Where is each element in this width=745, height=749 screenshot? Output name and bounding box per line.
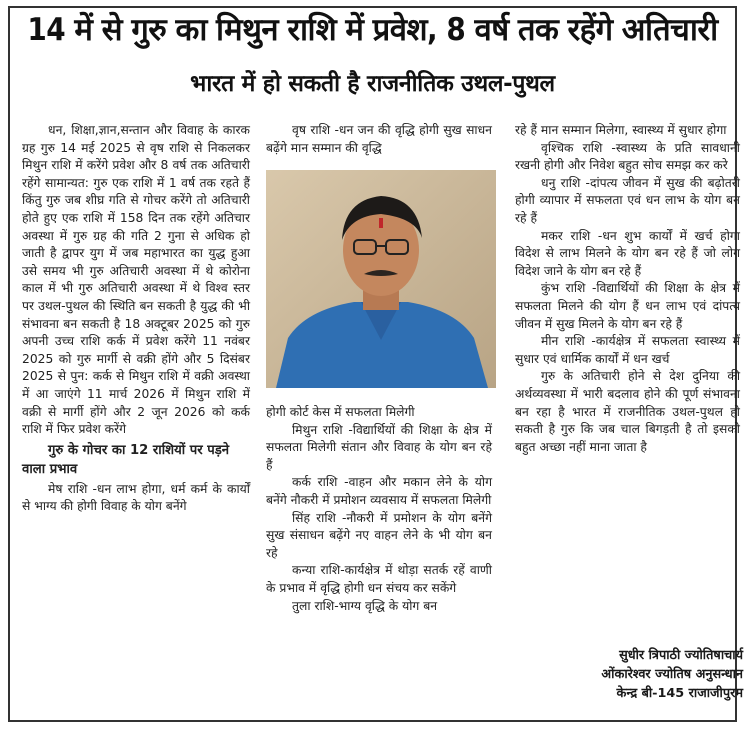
article-paragraph: धनु राशि -दांपत्य जीवन में सुख की बढ़ोतरी होगी व्यापार में सफलता एवं धन लाभ के योग बन रहे हैं — [515, 175, 740, 225]
article-paragraph: तुला राशि-भाग्य वृद्धि के योग बन — [292, 598, 438, 613]
article-column-1 — [22, 122, 250, 516]
article-paragraph: कन्या राशि-कार्यक्षेत्र में थोड़ा सतर्क रहें वाणी के प्रभाव में वृद्धि होगी धन संचय कर सकेंगे — [266, 563, 492, 595]
author-photo — [266, 170, 496, 388]
article-paragraph: होगी कोर्ट केस में सफलता मिलेगी — [266, 405, 415, 419]
article-paragraph: मीन राशि -कार्यक्षेत्र में सफलता स्वास्थ्य में सुधार एवं धार्मिक कार्यों में धन खर्च — [515, 334, 740, 366]
article-paragraph: मकर राशि -धन शुभ कार्यों में खर्च होगा विदेश से लाभ मिलने के योग बन रहे हैं जो लोग विदेश जाने के योग बन रहे हैं — [515, 228, 740, 278]
article-column-2 — [266, 122, 492, 157]
author-name: सुधीर त्रिपाठी ज्योतिषाचार्य — [619, 648, 743, 663]
section-heading: गुरु के गोचर का 12 राशियों पर पड़ने वाला प्रभाव — [22, 442, 230, 477]
article-paragraph: सिंह राशि -नौकरी में प्रमोशन के योग बनेंगे सुख संसाधन बढ़ेंगे नए वाहन लेने के भी योग बन रहे — [266, 510, 492, 560]
article-paragraph: मिथुन राशि -विद्यार्थियों की शिक्षा के क्षेत्र में सफलता मिलेगी संतान और विवाह के योग बन रहे हैं — [266, 422, 492, 472]
headline: 14 में से गुरु का मिथुन राशि में प्रवेश, 8 वर्ष तक रहेंगे अतिचारी — [27, 12, 718, 48]
author-portrait-image — [266, 170, 496, 388]
article-paragraph: धन, शिक्षा,ज्ञान,सन्तान और विवाह के कारक ग्रह गुरु 14 मई 2025 से वृष राशि से निकलकर मिथुन राशि में करेंगे प्रवेश और 8 वर्ष तक अतिचारी रहेंगे सामान्यत: गुरु एक राशि में 1 वर्ष तक रहते हैं किंतु गुरु जब शीघ्र गति से गोचर करेंगे तो अतिचारी होते हुए एक राशि में 158 दिन तक रहेंगे अतिचार अवस्था में गुरु ग्रह की गति 2 गुना से अधिक हो जाती है द्वापर युग में जब महाभारत का युद्ध हुआ उसे समय भी गुरु अतिचारी अवस्था में थे कोरोना काल में भी गुरु अतिचारी अवस्था में थे विश्व स्तर पर उथल-पुथल की स्थिति बन सकती है युद्ध की भी संभावना बन सकती है 18 अक्टूबर 2025 को गुरु अपनी उच्च राशि कर्क में प्रवेश करेंगे 11 नवंबर 2025 को गुरु मार्गी से वक्री होंगे और 5 दिसंबर 2025 से पुन: कर्क से मिथुन राशि में वक्री अवस्था में आ जाएंगे 11 मार्च 2026 में मिथुन राशि में वक्री से मार्गी होंगे और 2 जून 2026 को कर्क राशि में फिर प्रवेश करेंगे — [22, 123, 250, 437]
author-address: केन्द्र बी-145 राजाजीपुरम — [616, 686, 743, 701]
article-paragraph: वृष राशि -धन जन की वृद्धि होगी सुख साधन बढ़ेंगे मान सम्मान की वृद्धि — [266, 123, 492, 155]
article-paragraph: वृश्चिक राशि -स्वास्थ्य के प्रति सावधानी रखनी होगी और निवेश बहुत सोच समझ कर करे — [515, 140, 740, 173]
author-signature — [515, 646, 743, 703]
article-paragraph: मेष राशि -धन लाभ होगा, धर्म कर्म के कार्यों से भाग्य की होगी विवाह के योग बनेंगे — [22, 481, 250, 514]
article-paragraph: गुरु के अतिचारी होने से देश दुनिया की अर्थव्यवस्था में भारी बदलाव होने की पूर्ण संभावना बन रहा है भारत में राजनीतिक उथल-पुथल हो सकती है गुरु कि जब चाल बिगड़ती है तो इसको बहुत अच्छा नहीं माना जाता है — [515, 369, 740, 454]
article-column-2-continued — [266, 404, 492, 615]
article-paragraph: रहे हैं मान सम्मान मिलेगा, स्वास्थ्य में सुधार होगा — [515, 123, 727, 137]
article-column-3 — [515, 122, 740, 456]
article-paragraph: कुंभ राशि -विद्यार्थियों की शिक्षा के क्षेत्र में सफलता मिलने की योग हैं धन लाभ एवं दांपत्य जीवन में सुख मिलने के योग बन रहे हैं — [515, 281, 740, 331]
subheadline: भारत में हो सकती है राजनीतिक उथल-पुथल — [190, 71, 555, 97]
article-paragraph: कर्क राशि -वाहन और मकान लेने के योग बनेंगे नौकरी में प्रमोशन व्यवसाय में सफलता मिलेगी — [266, 475, 492, 507]
author-organization: ओंकारेश्वर ज्योतिष अनुसन्धान — [601, 667, 743, 682]
